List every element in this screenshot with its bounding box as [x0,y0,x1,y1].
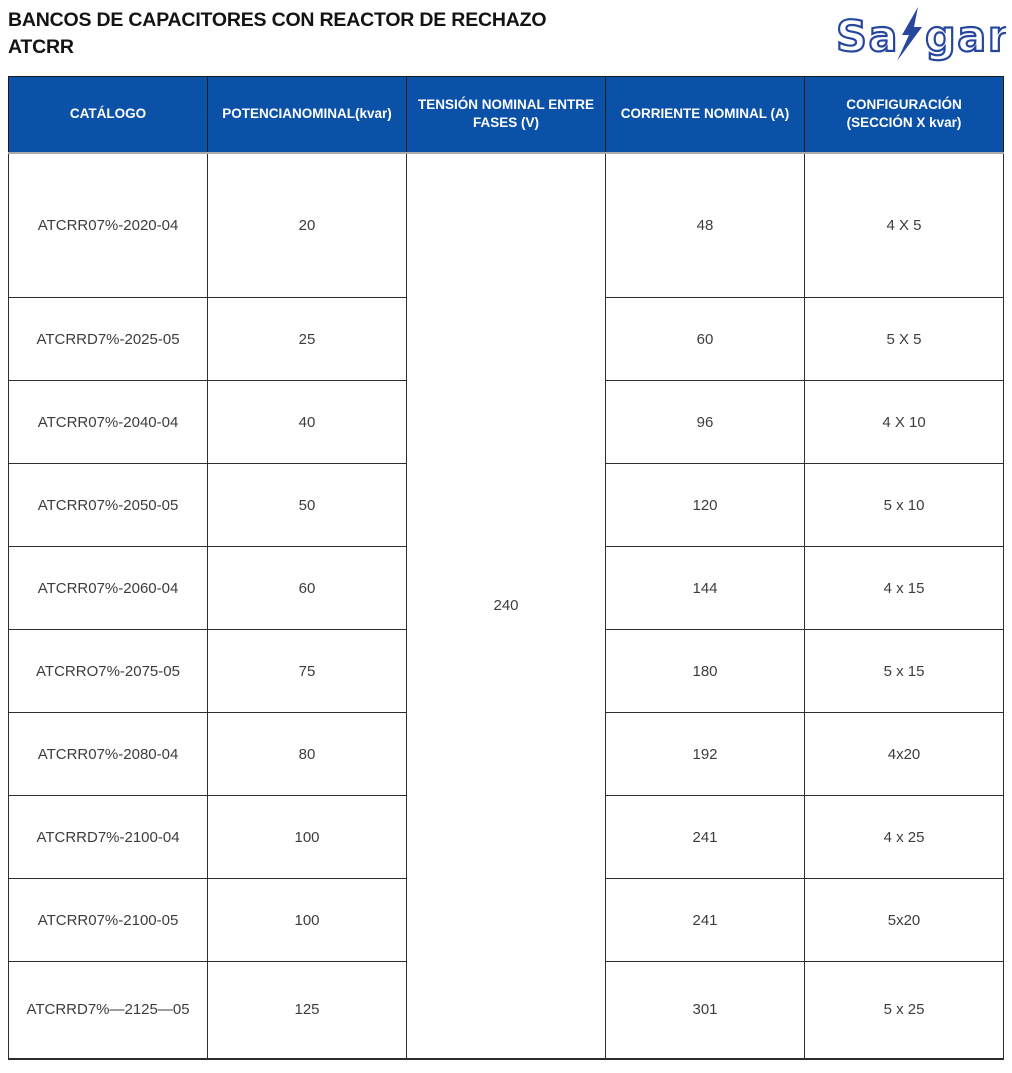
cell-catalogo: ATCRRO7%-2075-05 [9,630,208,713]
cell-corriente: 144 [606,547,805,630]
cell-tension-merged: 240 [407,153,606,1059]
cell-catalogo: ATCRRD7%—2125—05 [9,962,208,1059]
cell-corriente: 241 [606,879,805,962]
header-tension: TENSIÓN NOMINAL ENTRE FASES (V) [407,77,606,153]
cell-potencia: 20 [208,153,407,298]
cell-corriente: 48 [606,153,805,298]
header-catalogo: CATÁLOGO [9,77,208,153]
cell-configuracion: 4 X 5 [805,153,1004,298]
cell-catalogo: ATCRR07%-2040-04 [9,381,208,464]
header-corriente: CORRIENTE NOMINAL (A) [606,77,805,153]
logo-text-gar: gar [925,12,1006,62]
cell-potencia: 40 [208,381,407,464]
cell-configuracion: 5 X 5 [805,298,1004,381]
cell-configuracion: 5 x 25 [805,962,1004,1059]
cell-configuracion: 4x20 [805,713,1004,796]
cell-configuracion: 4 x 25 [805,796,1004,879]
page-title [8,7,546,61]
cell-potencia: 60 [208,547,407,630]
cell-catalogo: ATCRR07%-2020-04 [9,153,208,298]
cell-corriente: 192 [606,713,805,796]
lightning-bolt-icon [897,7,922,61]
cell-configuracion: 5 x 15 [805,630,1004,713]
table-header-row [9,77,1004,153]
logo-text-sa: Sa [836,12,899,62]
capacitor-banks-table [8,76,1004,1060]
page-header [0,0,1012,76]
cell-catalogo: ATCRR07%-2050-05 [9,464,208,547]
cell-catalogo: ATCRRD7%-2100-04 [9,796,208,879]
cell-configuracion: 4 X 10 [805,381,1004,464]
cell-corriente: 180 [606,630,805,713]
cell-catalogo: ATCRR07%-2080-04 [9,713,208,796]
page-title-line1: BANCOS DE CAPACITORES CON REACTOR DE RECHAZO [8,9,547,31]
cell-potencia: 125 [208,962,407,1059]
cell-corriente: 241 [606,796,805,879]
cell-potencia: 80 [208,713,407,796]
cell-corriente: 60 [606,298,805,381]
salgar-logo-svg [834,6,1006,62]
header-configuracion: CONFIGURACIÓN (SECCIÓN X kvar) [805,77,1004,153]
cell-catalogo: ATCRR07%-2060-04 [9,547,208,630]
cell-corriente: 96 [606,381,805,464]
cell-catalogo: ATCRRD7%-2025-05 [9,298,208,381]
cell-corriente: 120 [606,464,805,547]
table-row [9,153,1004,298]
salgar-logo [834,6,1006,62]
header-potencia: POTENCIANOMINAL(kvar) [208,77,407,153]
cell-potencia: 75 [208,630,407,713]
cell-potencia: 50 [208,464,407,547]
page-title-line2: ATCRR [8,36,74,58]
cell-configuracion: 5x20 [805,879,1004,962]
cell-configuracion: 4 x 15 [805,547,1004,630]
cell-potencia: 100 [208,879,407,962]
cell-configuracion: 5 x 10 [805,464,1004,547]
cell-catalogo: ATCRR07%-2100-05 [9,879,208,962]
cell-corriente: 301 [606,962,805,1059]
cell-potencia: 25 [208,298,407,381]
cell-potencia: 100 [208,796,407,879]
